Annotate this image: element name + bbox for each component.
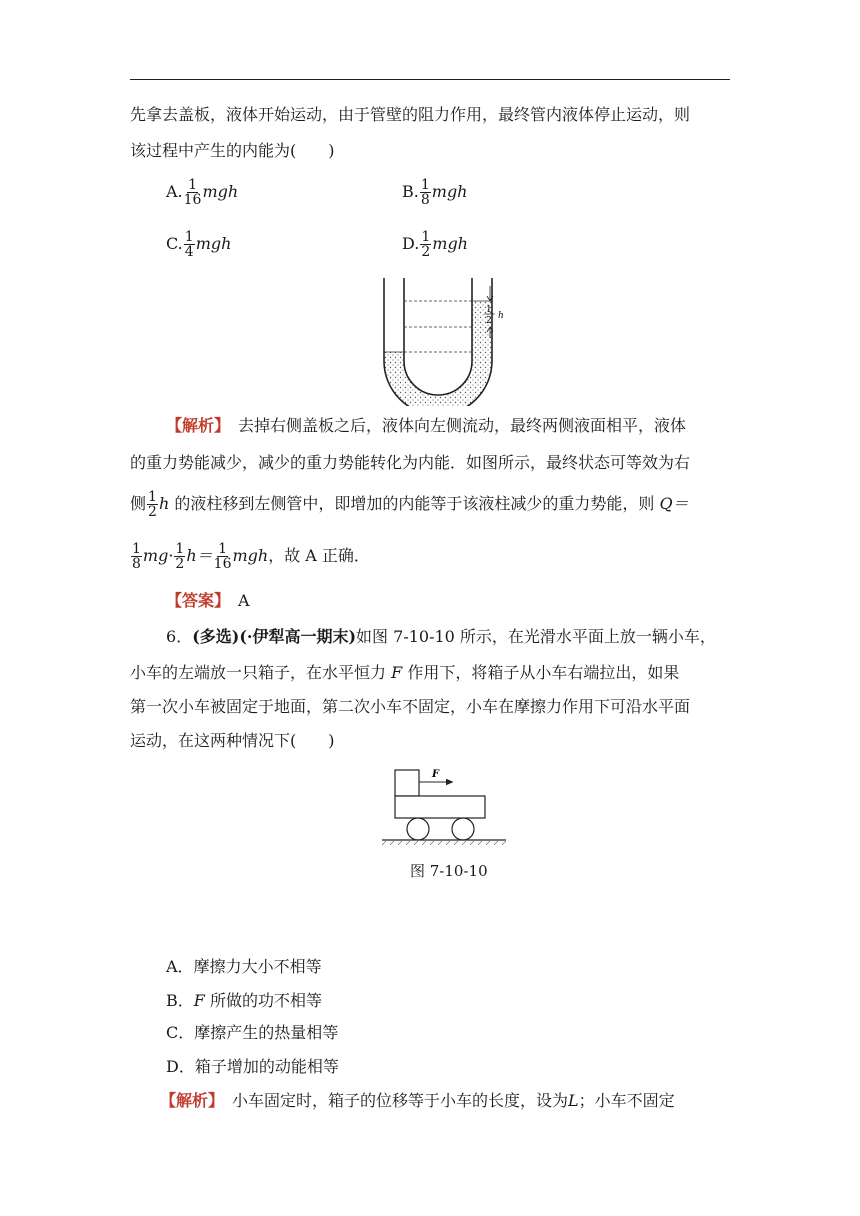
q5-stem-line1: 先拿去盖板，液体开始运动，由于管壁的阻力作用，最终管内液体停止运动，则 — [130, 105, 691, 124]
q5-option-d: D. $\frac{1}{2}$ mgh — [402, 229, 468, 260]
u-tube-liquid — [384, 301, 492, 406]
header-rule — [130, 79, 730, 80]
q5-stem-line2: 该过程中产生的内能为( ) — [130, 141, 335, 160]
q5-answer: 【答案】 A — [166, 591, 250, 610]
q6-stem-line3: 第一次小车被固定于地面，第二次小车不固定，小车在摩擦力作用下可沿水平面 — [130, 697, 691, 716]
q6-option-b: B．F 所做的功不相等 — [166, 991, 322, 1010]
q5-option-b: B. $\frac{1}{8}$ mgh — [402, 177, 468, 208]
figure-caption: 图 7-10-10 — [410, 862, 488, 880]
q6-stem-line4: 运动，在这两种情况下( ) — [130, 731, 335, 750]
h-label: h — [498, 311, 504, 321]
half-den: 2 — [486, 316, 492, 326]
q5-analysis-line1: 【解析】 去掉右侧盖板之后，液体向左侧流动，最终两侧液面相平，液体 — [166, 416, 687, 435]
box — [395, 770, 419, 796]
q5-analysis-line3: 侧 $\frac{1}{2}$ h 的液柱移到左侧管中，即增加的内能等于该液柱减少的重力势能，则 Q＝ — [130, 489, 689, 520]
u-tube-figure — [374, 276, 514, 406]
half-num: 1 — [486, 305, 492, 315]
q6-stem-line2: 小车的左端放一只箱子，在水平恒力 F 作用下，将箱子从小车右端拉出，如果 — [130, 663, 680, 682]
q6-stem-line1: 6．(多选)(·伊犁高一期末)如图 7-10-10 所示，在光滑水平面上放一辆小车， — [166, 627, 716, 646]
wheel-left — [407, 818, 429, 840]
q6-option-d: D．箱子增加的动能相等 — [166, 1057, 339, 1076]
q5-option-a: A. $\frac{1}{16}$ mgh — [166, 177, 239, 208]
q5-analysis-line2: 的重力势能减少，减少的重力势能转化为内能．如图所示，最终状态可等效为右 — [130, 453, 691, 472]
q6-option-a: A．摩擦力大小不相等 — [166, 957, 322, 976]
cart-body — [395, 796, 485, 818]
q5-option-c: C. $\frac{1}{4}$ mgh — [166, 229, 232, 260]
cart-figure — [380, 764, 510, 846]
q6-option-c: C．摩擦产生的热量相等 — [166, 1023, 339, 1042]
q6-analysis-line1: 【解析】 小车固定时，箱子的位移等于小车的长度，设为L；小车不固定 — [160, 1091, 675, 1110]
wheel-right — [452, 818, 474, 840]
q5-analysis-equation: $\frac{1}{8}$ mg· $\frac{1}{2}$ h＝ $\frac{1}{16}$ mgh，故 A 正确． — [132, 541, 370, 572]
u-tube-inner-wall — [404, 278, 472, 395]
force-label: F — [432, 769, 440, 780]
